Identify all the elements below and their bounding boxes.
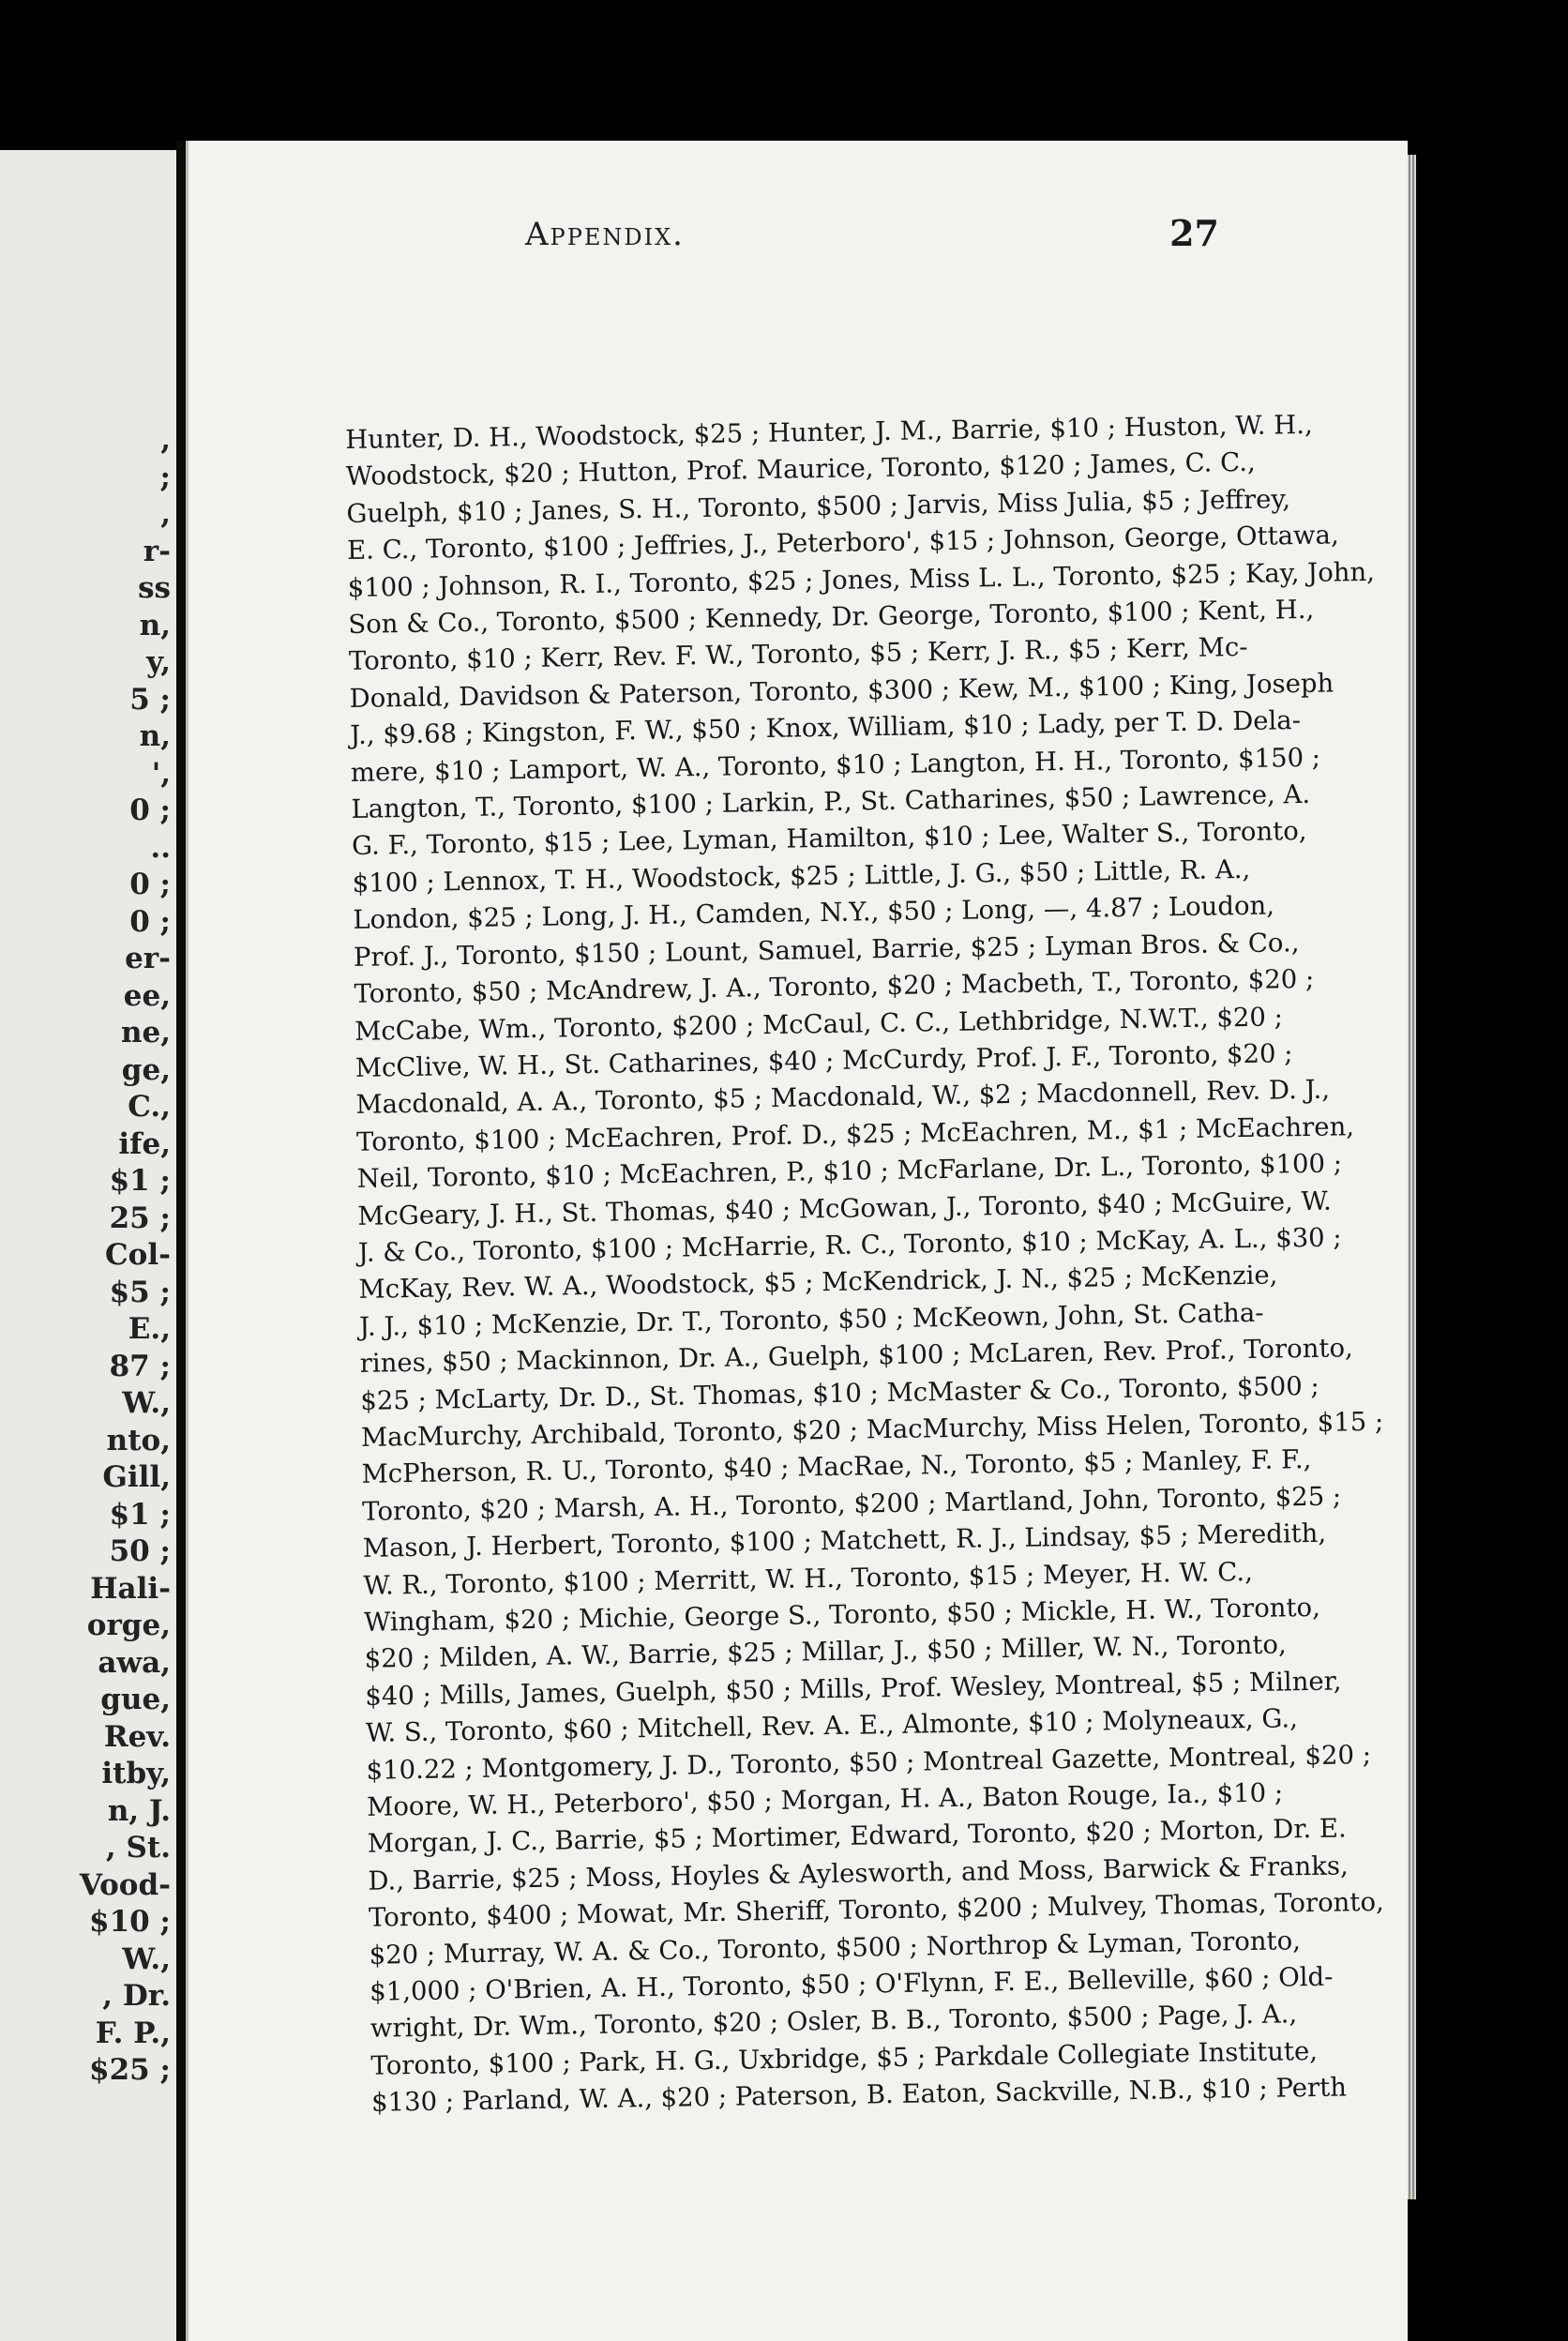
text-line: E. C., Toronto, $100 ; Jeffries, J., Peterboro', $15 ; Johnson, George, Ottawa, xyxy=(346,520,1339,566)
subscriber-list-body xyxy=(345,409,1384,2122)
left-page-fragment: $1 ; xyxy=(109,1497,171,1532)
text-line: $1,000 ; O'Brien, A. H., Toronto, $50 ; O'Flynn, F. E., Belleville, $60 ; Old- xyxy=(369,1961,1334,2007)
text-line: Toronto, $10 ; Kerr, Rev. F. W., Toronto, $5 ; Kerr, J. R., $5 ; Kerr, Mc- xyxy=(348,632,1248,677)
text-line: rines, $50 ; Mackinnon, Dr. A., Guelph, $100 ; McLaren, Rev. Prof., Toronto, xyxy=(359,1333,1353,1380)
left-page-fragment: awa, xyxy=(98,1645,171,1680)
text-line: Toronto, $20 ; Marsh, A. H., Toronto, $200 ; Martland, John, Toronto, $25 ; xyxy=(361,1481,1342,1527)
left-page-fragment: 5 ; xyxy=(129,682,171,717)
text-line: $25 ; McLarty, Dr. D., St. Thomas, $10 ; McMaster & Co., Toronto, $500 ; xyxy=(360,1370,1320,1416)
left-page-fragment: ; xyxy=(159,460,171,494)
text-line: $40 ; Mills, James, Guelph, $50 ; Mills, Prof. Wesley, Montreal, $5 ; Milner, xyxy=(365,1666,1342,1712)
text-line: $20 ; Milden, A. W., Barrie, $25 ; Millar, J., $50 ; Miller, W. N., Toronto, xyxy=(364,1629,1287,1675)
left-page-fragment: n, xyxy=(139,608,171,642)
text-line: Langton, T., Toronto, $100 ; Larkin, P., St. Catharines, $50 ; Lawrence, A. xyxy=(351,778,1311,825)
left-page-fragment: ne, xyxy=(120,1016,171,1050)
left-page-fragment: $5 ; xyxy=(109,1275,171,1309)
left-page-fragment: n, J. xyxy=(107,1793,171,1828)
text-line: W. R., Toronto, $100 ; Merritt, W. H., Toronto, $15 ; Meyer, H. W. C., xyxy=(363,1556,1254,1601)
left-page-fragment: gue, xyxy=(100,1683,171,1716)
text-line: MacMurchy, Archibald, Toronto, $20 ; MacMurchy, Miss Helen, Toronto, $15 ; xyxy=(360,1406,1384,1453)
text-line: Wingham, $20 ; Michie, George S., Toronto, $50 ; Mickle, H. W., Toronto, xyxy=(363,1592,1321,1638)
text-line: Toronto, $100 ; McEachren, Prof. D., $25 ; McEachren, M., $1 ; McEachren, xyxy=(355,1110,1355,1157)
left-page-fragment: W., xyxy=(122,1386,171,1420)
text-line: Toronto, $400 ; Mowat, Mr. Sheriff, Toronto, $200 ; Mulvey, Thomas, Toronto, xyxy=(368,1887,1384,1934)
left-page-fragment: er- xyxy=(125,942,171,975)
text-line: McCabe, Wm., Toronto, $200 ; McCaul, C. C., Lethbridge, N.W.T., $20 ; xyxy=(354,1001,1284,1047)
left-page-fragment: itby, xyxy=(101,1757,171,1790)
left-page-fragment: r- xyxy=(143,534,171,568)
left-page-fragment: F. P., xyxy=(95,2016,171,2050)
left-page-fragment: Rev. xyxy=(103,1719,171,1754)
left-page-fragment: , xyxy=(160,423,171,457)
left-page-fragment: y, xyxy=(146,645,171,679)
left-page-fragment: ge, xyxy=(121,1052,171,1087)
page-header xyxy=(525,212,1219,263)
text-line: J. J., $10 ; McKenzie, Dr. T., Toronto, $50 ; McKeown, John, St. Catha- xyxy=(358,1297,1264,1342)
left-page-fragment: 25 ; xyxy=(109,1201,171,1235)
left-page-fragment: 50 ; xyxy=(109,1534,171,1568)
text-line: wright, Dr. Wm., Toronto, $20 ; Osler, B. B., Toronto, $500 ; Page, J. A., xyxy=(369,1999,1298,2045)
text-line: mere, $10 ; Lamport, W. A., Toronto, $10 ; Langton, H. H., Toronto, $150 ; xyxy=(350,742,1321,788)
text-line: $10.22 ; Montgomery, J. D., Toronto, $50 ; Montreal Gazette, Montreal, $20 ; xyxy=(366,1739,1372,1786)
left-page-fragment: orge, xyxy=(86,1608,171,1642)
left-facing-page xyxy=(0,150,176,2341)
text-line: $100 ; Lennox, T. H., Woodstock, $25 ; Little, J. G., $50 ; Little, R. A., xyxy=(352,853,1251,899)
left-page-fragment: 0 ; xyxy=(129,904,171,939)
text-line: J. & Co., Toronto, $100 ; McHarrie, R. C., Toronto, $10 ; McKay, A. L., $30 ; xyxy=(357,1222,1342,1268)
left-page-fragment: , xyxy=(160,497,171,531)
left-page-line-endings xyxy=(80,422,171,2090)
text-line: Macdonald, A. A., Toronto, $5 ; Macdonald, W., $2 ; Macdonnell, Rev. D. J., xyxy=(355,1074,1331,1121)
left-page-fragment: n, xyxy=(139,719,171,753)
text-line: Son & Co., Toronto, $500 ; Kennedy, Dr. George, Toronto, $100 ; Kent, H., xyxy=(348,594,1315,641)
left-page-fragment: Vood- xyxy=(79,1867,171,1902)
text-line: $20 ; Murray, W. A. & Co., Toronto, $500 ; Northrop & Lyman, Toronto, xyxy=(369,1925,1302,1971)
text-line: Woodstock, $20 ; Hutton, Prof. Maurice, Toronto, $120 ; James, C. C., xyxy=(345,447,1256,492)
text-line: Prof. J., Toronto, $150 ; Lount, Samuel, Barrie, $25 ; Lyman Bros. & Co., xyxy=(353,927,1300,973)
left-page-fragment: ife, xyxy=(118,1126,171,1161)
left-page-fragment: ee, xyxy=(123,978,171,1013)
left-page-fragment: C., xyxy=(128,1090,171,1124)
left-page-fragment: Hali- xyxy=(90,1571,171,1606)
text-line: Mason, J. Herbert, Toronto, $100 ; Matchett, R. J., Lindsay, $5 ; Meredith, xyxy=(362,1518,1327,1564)
text-line: Hunter, D. H., Woodstock, $25 ; Hunter, J. M., Barrie, $10 ; Huston, W. H., xyxy=(345,409,1313,455)
text-line: McKay, Rev. W. A., Woodstock, $5 ; McKendrick, J. N., $25 ; McKenzie, xyxy=(358,1260,1278,1306)
text-line: D., Barrie, $25 ; Moss, Hoyles & Aylesworth, and Moss, Barwick & Franks, xyxy=(368,1850,1349,1896)
left-page-fragment: Gill, xyxy=(102,1460,171,1494)
text-line: Toronto, $50 ; McAndrew, J. A., Toronto, $20 ; Macbeth, T., Toronto, $20 ; xyxy=(354,963,1315,1010)
left-page-fragment: $25 ; xyxy=(89,2053,171,2087)
left-page-fragment: ss xyxy=(138,571,171,605)
left-page-fragment: , St. xyxy=(105,1831,171,1865)
text-line: Toronto, $100 ; Park, H. G., Uxbridge, $5 ; Parkdale Collegiate Institute, xyxy=(370,2035,1319,2081)
left-page-fragment: Col- xyxy=(105,1238,171,1272)
left-page-fragment: 0 ; xyxy=(129,793,171,827)
text-line: McGeary, J. H., St. Thomas, $40 ; McGowan, J., Toronto, $40 ; McGuire, W. xyxy=(357,1186,1332,1231)
text-line: Donald, Davidson & Paterson, Toronto, $300 ; Kew, M., $100 ; King, Joseph xyxy=(349,668,1334,714)
text-line: McClive, W. H., St. Catharines, $40 ; McCurdy, Prof. J. F., Toronto, $20 ; xyxy=(354,1038,1293,1083)
text-line: Neil, Toronto, $10 ; McEachren, P., $10 ; McFarlane, Dr. L., Toronto, $100 ; xyxy=(356,1148,1343,1195)
left-page-fragment: ', xyxy=(151,756,171,791)
text-line: McPherson, R. U., Toronto, $40 ; MacRae, N., Toronto, $5 ; Manley, F. F., xyxy=(361,1444,1312,1490)
left-page-fragment: 87 ; xyxy=(109,1349,171,1383)
text-line: W. S., Toronto, $60 ; Mitchell, Rev. A. E., Almonte, $10 ; Molyneaux, G., xyxy=(365,1703,1299,1749)
text-line: Morgan, J. C., Barrie, $5 ; Mortimer, Edward, Toronto, $20 ; Morton, Dr. E. xyxy=(367,1813,1347,1860)
left-page-fragment: E., xyxy=(128,1312,171,1346)
left-page-fragment: , Dr. xyxy=(102,1979,171,2013)
text-line: $130 ; Parland, W. A., $20 ; Paterson, B. Eaton, Sackville, N.B., $10 ; Perth xyxy=(370,2072,1348,2119)
left-page-fragment: W., xyxy=(122,1941,171,1976)
left-page-fragment: $1 ; xyxy=(109,1164,171,1198)
left-page-fragment: nto, xyxy=(106,1423,171,1457)
left-page-fragment: $10 ; xyxy=(89,1905,171,1939)
left-page-fragment: .. xyxy=(150,830,171,865)
running-head: Appendix. xyxy=(525,216,685,253)
text-line: Moore, W. H., Peterboro', $50 ; Morgan, H. A., Baton Rouge, Ia., $10 ; xyxy=(366,1777,1284,1822)
text-line: Guelph, $10 ; Janes, S. H., Toronto, $500 ; Jarvis, Miss Julia, $5 ; Jeffrey, xyxy=(346,483,1291,529)
text-line: London, $25 ; Long, J. H., Camden, N.Y., $50 ; Long, —, 4.87 ; Loudon, xyxy=(353,890,1275,936)
page-number: 27 xyxy=(1169,212,1219,254)
left-page-fragment: 0 ; xyxy=(129,868,171,901)
text-line: J., $9.68 ; Kingston, F. W., $50 ; Knox, William, $10 ; Lady, per T. D. Dela- xyxy=(349,705,1302,751)
text-line: G. F., Toronto, $15 ; Lee, Lyman, Hamilton, $10 ; Lee, Walter S., Toronto, xyxy=(351,816,1307,862)
text-line: $100 ; Johnson, R. I., Toronto, $25 ; Jones, Miss L. L., Toronto, $25 ; Kay, John, xyxy=(347,556,1376,603)
